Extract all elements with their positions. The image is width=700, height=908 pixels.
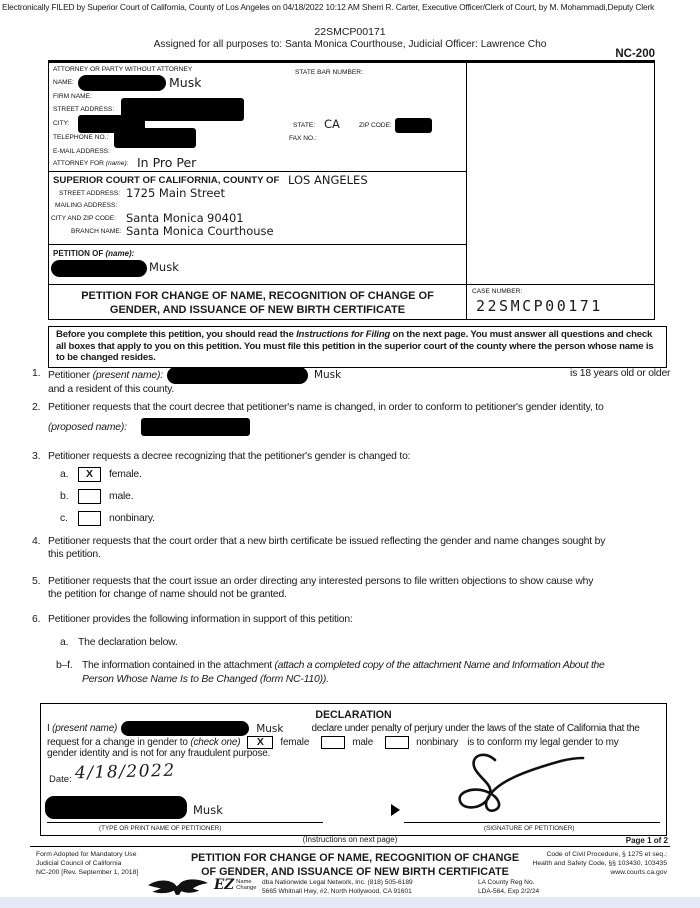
checkbox-nonbinary	[78, 511, 101, 526]
item5-number: 5.	[32, 576, 41, 587]
item4-line1: Petitioner requests that the court order that a new birth certificate be issued reflecting the gender and name changes sought by	[48, 536, 606, 547]
declaration-line2: request for a change in gender to (check one) X female male nonbinary is to conform my legal gender to my	[47, 735, 619, 748]
item4-number: 4.	[32, 536, 41, 547]
header-assignment: Assigned for all purposes to: Santa Monica Courthouse, Judicial Officer: Lawrence Cho	[153, 39, 547, 50]
footer-rule	[30, 846, 670, 847]
signature-arrow-icon	[391, 804, 400, 816]
redaction-bar	[141, 418, 250, 436]
petition-of-value: Musk	[149, 260, 179, 274]
ez-brand	[214, 877, 256, 893]
item6a-text: The declaration below.	[78, 637, 178, 648]
efiling-banner: Electronically FILED by Superior Court of California, County of Los Angeles on 04/18/2022 10:12 AM Sherri R. Carter, Executive Officer/Clerk of Court, by M. Mohammadi,Deputy Clerk	[2, 2, 655, 12]
item3-text: Petitioner requests a decree recognizing that the petitioner's gender is changed to:	[48, 451, 411, 462]
state-value: CA	[324, 117, 340, 131]
zip-label: ZIP CODE:	[359, 122, 392, 129]
footer-right-block: Code of Civil Procedure, § 1275 et seq.; Health and Safety Code, §§ 103430, 103435 www.courts.ca.gov	[532, 851, 667, 876]
checkbox-female: X	[78, 467, 101, 482]
item1-right-text: is 18 years old or older	[570, 368, 671, 379]
caption-box	[48, 60, 655, 320]
attorney-name-value: Musk	[169, 75, 202, 90]
case-number-label: CASE NUMBER:	[472, 288, 523, 295]
state-label: STATE:	[293, 122, 316, 129]
street-address-label: STREET ADDRESS:	[53, 106, 115, 113]
checkbox-decl-nonbinary	[385, 736, 409, 749]
declaration-line1: I (present name) Musk declare under penalty of perjury under the laws of the state of California that the	[47, 722, 640, 735]
form-title-line1: PETITION FOR CHANGE OF NAME, RECOGNITION OF CHANGE OF	[81, 290, 434, 302]
item5-line1: Petitioner requests that the court issue an order directing any interested persons to file written objections to show cause why	[48, 576, 594, 587]
checkbox-decl-female: X	[247, 736, 273, 749]
rule-title-band	[49, 284, 654, 285]
notice-box: Before you complete this petition, you should read the Instructions for Filing on the next page. You must answer all questions and check all boxes that apply to you on this petition. You must file this petition in the superior court of the county where the person whose name is to be changed resides.	[48, 326, 667, 368]
item6-text: Petitioner provides the following information in support of this petition:	[48, 614, 353, 625]
footer-left-block: Form Adopted for Mandatory Use Judicial Council of California NC-200 [Rev. September 1, 2018]	[36, 851, 139, 876]
court-mailing-label: MAILING ADDRESS:	[55, 202, 118, 209]
court-street-value: 1725 Main Street	[126, 186, 225, 200]
declaration-line3: gender identity and is not for any fraudulent purpose.	[47, 748, 271, 759]
redaction-bar	[395, 118, 432, 133]
ez-address-block: dba Nationwide Legal Network, Inc. (818) 505-6189 5665 Whitnall Hwy, #2, North Hollywood, CA 91601	[262, 879, 413, 896]
court-branch-value: Santa Monica Courthouse	[126, 224, 274, 238]
case-number-value: 22SMCP00171	[476, 297, 603, 315]
rule-attorney-court	[49, 171, 466, 172]
item3-option-c: c. nonbinary.	[60, 512, 155, 524]
item6-number: 6.	[32, 614, 41, 625]
redaction-bar	[45, 796, 187, 819]
item1-number: 1.	[32, 368, 41, 379]
scan-edge-strip	[0, 897, 700, 908]
handwritten-date: 4/18/2022	[74, 760, 176, 784]
instructions-note: (Instructions on next page)	[302, 835, 398, 844]
court-street-label: STREET ADDRESS:	[59, 190, 121, 197]
redaction-bar	[51, 260, 147, 277]
attorney-for-value: In Pro Per	[137, 155, 197, 170]
caption-vertical-divider	[466, 63, 467, 319]
declaration-box	[40, 703, 667, 836]
signature-line	[404, 822, 660, 823]
item6a-letter: a.	[60, 637, 69, 648]
signature-caption: (SIGNATURE OF PETITIONER)	[484, 825, 575, 832]
redaction-bar	[167, 367, 308, 384]
item4-line2: this petition.	[48, 549, 101, 560]
checkbox-male	[78, 489, 101, 504]
page-indicator: Page 1 of 2	[625, 836, 668, 845]
ez-brand-change: Change	[236, 885, 257, 891]
email-label: E-MAIL ADDRESS:	[53, 148, 110, 155]
telephone-label: TELEPHONE NO.:	[53, 134, 109, 141]
item6bf-line1: The information contained in the attachment (attach a completed copy of the attachment Name and Information About the	[82, 660, 605, 671]
item2-line1: Petitioner requests that the court decree that petitioner's name is changed, in order to conform to petitioner's gender identity, to	[48, 402, 604, 413]
ez-registration-block: LA County Reg No. LDA-564, Exp 2/2/24	[478, 879, 540, 896]
court-title: SUPERIOR COURT OF CALIFORNIA, COUNTY OF	[53, 175, 280, 186]
court-cityzip-label: CITY AND ZIP CODE:	[51, 215, 116, 222]
redaction-bar	[78, 75, 166, 91]
fax-label: FAX NO.:	[289, 135, 317, 142]
petition-of-label: PETITION OF (name):	[53, 249, 135, 258]
item2-line2: (proposed name):	[48, 417, 250, 437]
print-name-caption: (TYPE OR PRINT NAME OF PETITIONER)	[99, 825, 222, 832]
form-code: NC-200	[615, 48, 655, 60]
declaration-name-value: Musk	[256, 722, 284, 735]
item1-name-value: Musk	[313, 369, 342, 381]
attorney-for-label: ATTORNEY FOR (name):	[53, 160, 129, 167]
ez-brand-ez: EZ	[214, 877, 235, 893]
firm-name-label: FIRM NAME:	[53, 93, 92, 100]
ez-brand-name: Name	[236, 878, 252, 885]
item2-number: 2.	[32, 402, 41, 413]
redaction-bar	[114, 128, 196, 148]
item6bf-line2: Person Whose Name Is to Be Changed (form NC-110)).	[82, 674, 329, 685]
print-name-line	[47, 822, 323, 823]
court-zip-value: 90401	[207, 211, 244, 225]
attorney-header-label: ATTORNEY OR PARTY WITHOUT ATTORNEY	[53, 66, 193, 73]
print-name-value: Musk	[193, 803, 223, 817]
item6bf-letter: b–f.	[56, 660, 73, 671]
state-bar-label: STATE BAR NUMBER:	[295, 69, 363, 76]
item3-option-b: b. male.	[60, 490, 134, 502]
footer-title: PETITION FOR CHANGE OF NAME, RECOGNITION OF CHANGE OF GENDER, AND ISSUANCE OF NEW BIRTH CERTIFICATE	[190, 852, 520, 879]
declaration-title: DECLARATION	[315, 709, 392, 721]
checkbox-decl-male	[321, 736, 345, 749]
court-branch-label: BRANCH NAME:	[71, 228, 122, 235]
form-title-line2: GENDER, AND ISSUANCE OF NEW BIRTH CERTIFICATE	[109, 304, 406, 316]
item5-line2: the petition for change of name should not be granted.	[48, 589, 287, 600]
header-case-number: 22SMCP00171	[314, 26, 386, 38]
court-city-value: Santa Monica	[126, 211, 204, 225]
item3-number: 3.	[32, 451, 41, 462]
item3-option-a: a. X female.	[60, 467, 142, 480]
rule-court-petition	[49, 244, 466, 245]
court-county-value: LOS ANGELES	[288, 173, 368, 187]
date-label: Date:	[49, 774, 72, 785]
item1-line1: Petitioner (present name): Musk	[48, 365, 341, 385]
item1-line2: and a resident of this county.	[48, 384, 175, 395]
city-label: CITY:	[53, 120, 70, 127]
name-label: NAME:	[53, 79, 74, 86]
petitioner-signature	[429, 748, 594, 822]
